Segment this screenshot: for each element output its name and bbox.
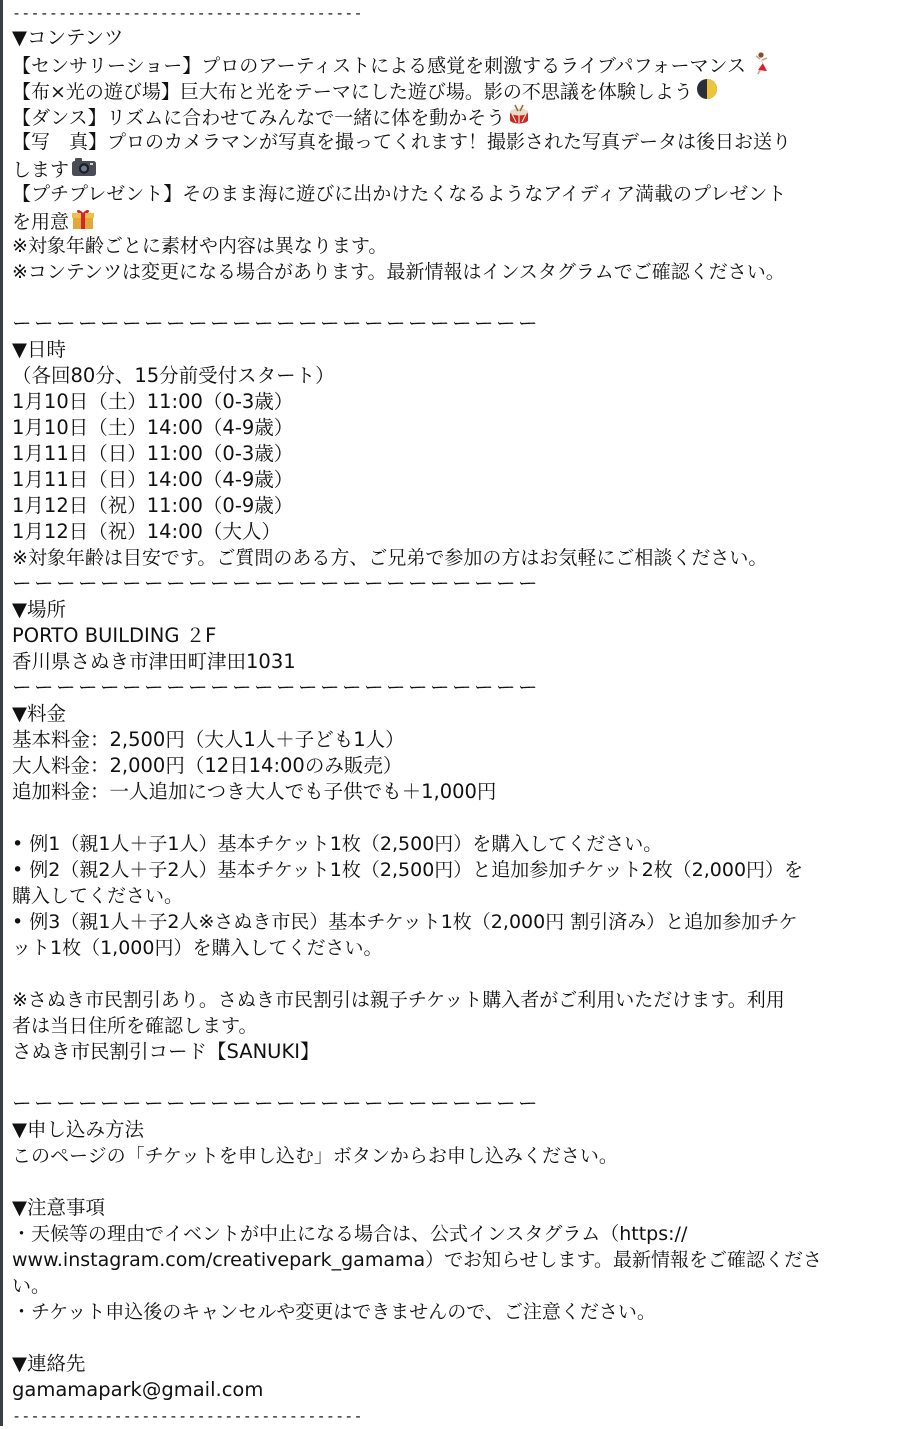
notice-item-1-cont2: い。 <box>12 1275 51 1297</box>
contents-line-cloth-light <box>12 77 719 103</box>
fee-example-3: • 例3（親1人＋子2人※さぬき市民）基本チケット1枚（2,000円 割引済み）と追加参加チケ <box>12 911 798 933</box>
schedule-subtitle: （各回80分、15分前受付スタート） <box>12 364 335 387</box>
fee-example-2-cont: 購入してください。 <box>12 885 184 907</box>
contents-line-present-cont-text: を用意 <box>12 211 70 233</box>
schedule-slot-6: 1月12日（祝）14:00（大人） <box>12 520 281 543</box>
fee-heading: ▼料金 <box>12 702 66 725</box>
divider-schedule: ーーーーーーーーーーーーーーーーーーーーーーーー <box>12 312 541 335</box>
schedule-heading: ▼日時 <box>12 338 66 361</box>
contents-line-sensory-text: 【センサリーショー】プロのアーティストによる感覚を刺激するライブパフォーマンス <box>12 55 746 77</box>
fee-example-3-cont: ット1枚（1,000円）を購入してください。 <box>12 937 383 959</box>
divider-bottom: -------------------------------------- <box>12 1407 363 1425</box>
place-address: 香川県さぬき市津田町津田1031 <box>12 650 296 673</box>
contents-line-dance <box>12 103 531 129</box>
divider-top: -------------------------------------- <box>12 4 363 22</box>
fee-example-1: • 例1（親1人＋子1人）基本チケット1枚（2,500円）を購入してください。 <box>12 833 663 855</box>
apply-text: このページの「チケットを申し込む」ボタンからお申し込みください。 <box>12 1145 618 1167</box>
notice-item-1-cont: www.instagram.com/creativepark_gamama）でお知らせします。最新情報をご確認くださ <box>12 1249 823 1271</box>
place-heading: ▼場所 <box>12 598 66 621</box>
contents-line-photo-cont <box>12 155 97 181</box>
notice-item-2: ・チケット申込後のキャンセルや変更はできませんので、ご注意ください。 <box>12 1301 656 1323</box>
fee-discount-code: さぬき市民割引コード【SANUKI】 <box>12 1040 320 1063</box>
schedule-slot-2: 1月10日（土）14:00（4-9歳） <box>12 416 294 439</box>
contents-line-present: 【プチプレゼント】そのまま海に遊びに出かけたくなるようなアイディア満載のプレゼント <box>12 183 787 205</box>
contents-line-dance-text: 【ダンス】リズムに合わせてみんなで一緒に体を動かそう <box>12 107 506 129</box>
contents-note-age: ※対象年齢ごとに素材や内容は異なります。 <box>12 235 388 257</box>
contents-line-present-cont <box>12 207 95 233</box>
contents-line-sensory <box>12 51 772 77</box>
divider-fee: ーーーーーーーーーーーーーーーーーーーーーーーー <box>12 676 541 699</box>
notice-heading: ▼注意事項 <box>12 1196 105 1219</box>
contents-line-cloth-light-text: 【布×光の遊び場】巨大布と光をテーマにした遊び場。影の不思議を体験しよう <box>12 81 693 103</box>
schedule-slot-1: 1月10日（土）11:00（0-3歳） <box>12 390 294 413</box>
fee-additional: 追加料金：一人追加につき大人でも子供でも＋1,000円 <box>12 780 497 803</box>
apply-heading: ▼申し込み方法 <box>12 1118 144 1141</box>
schedule-slot-4: 1月11日（日）14:00（4-9歳） <box>12 468 294 491</box>
fee-basic: 基本料金：2,500円（大人1人＋子ども1人） <box>12 728 405 751</box>
dancer-icon <box>748 51 772 82</box>
divider-place: ーーーーーーーーーーーーーーーーーーーーーーーー <box>12 572 541 595</box>
half-moon-icon <box>695 77 719 108</box>
fee-discount-note-cont: 者は当日住所を確認します。 <box>12 1015 258 1037</box>
schedule-slot-3: 1月11日（日）11:00（0-3歳） <box>12 442 294 465</box>
contents-note-change: ※コンテンツは変更になる場合があります。最新情報はインスタグラムでご確認ください。 <box>12 261 785 283</box>
fee-adult: 大人料金：2,000円（12日14:00のみ販売） <box>12 754 403 777</box>
fee-example-2: • 例2（親2人＋子2人）基本チケット1枚（2,500円）と追加参加チケット2枚（2,000円）を <box>12 859 804 881</box>
contents-heading: ▼コンテンツ <box>12 26 124 49</box>
contact-email: gamamapark@gmail.com <box>12 1378 264 1401</box>
divider-apply: ーーーーーーーーーーーーーーーーーーーーーーーー <box>12 1092 541 1115</box>
contents-line-photo: 【写 真】プロのカメラマンが写真を撮ってくれます！撮影された写真データは後日お送り <box>12 131 792 153</box>
contact-heading: ▼連絡先 <box>12 1352 86 1375</box>
notice-item-1: ・天候等の理由でイベントが中止になる場合は、公式インスタグラム（https:// <box>12 1223 688 1245</box>
contents-line-photo-cont-text: します <box>12 159 70 181</box>
schedule-slot-5: 1月12日（祝）11:00（0-9歳） <box>12 494 294 517</box>
fee-discount-note: ※さぬき市民割引あり。さぬき市民割引は親子チケット購入者がご利用いただけます。利用 <box>12 989 785 1011</box>
place-name: PORTO BUILDING ２F <box>12 624 217 647</box>
left-border <box>0 0 3 1426</box>
schedule-note: ※対象年齢は目安です。ご質問のある方、ご兄弟で参加の方はお気軽にご相談ください。 <box>12 547 768 569</box>
